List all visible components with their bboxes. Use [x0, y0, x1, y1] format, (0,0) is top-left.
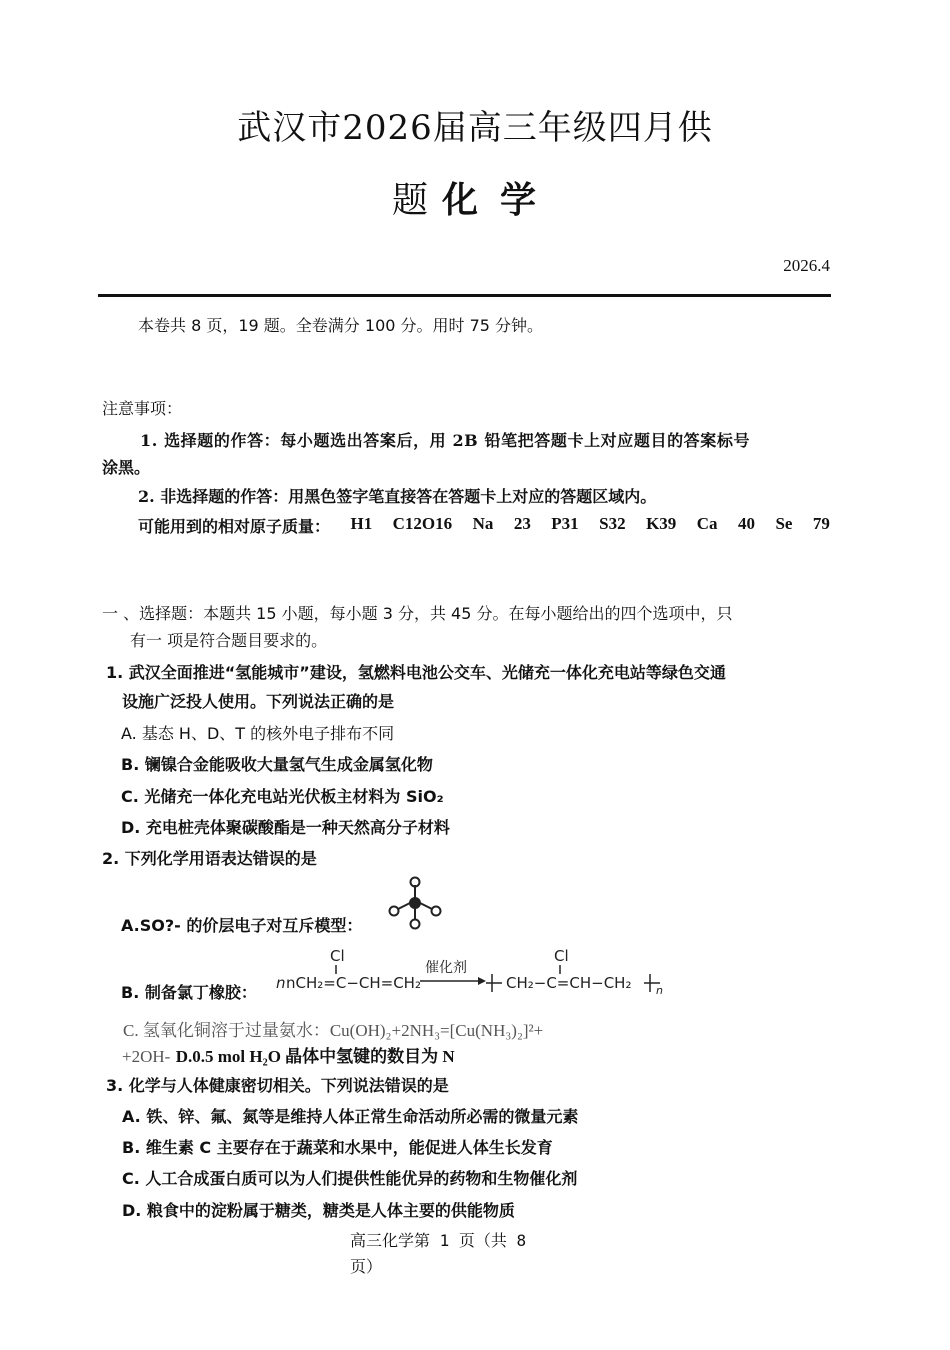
- notice-item-2: 2. 非选择题的作答：用黑色签字笔直接答在答题卡上对应的答题区域内。: [138, 487, 657, 506]
- q3-option-a: A. 铁、锌、氟、氮等是维持人体正常生命活动所必需的微量元素: [122, 1107, 579, 1126]
- mass-item: P31: [551, 514, 579, 533]
- monomer-formula: nCH₂=C−CH=CH₂: [286, 974, 421, 992]
- section-1-heading: 一 、选择题：本题共 15 小题，每小题 3 分，共 45 分。在每小题给出的四个选项中，只: [102, 604, 733, 623]
- arrow-head-icon: [478, 977, 486, 985]
- header-divider: [98, 294, 831, 297]
- q3-option-d: D. 粮食中的淀粉属于糖类，糖类是人体主要的供能物质: [122, 1201, 515, 1220]
- polymer-formula: CH₂−C=CH−CH₂: [506, 974, 632, 992]
- q1-stem-cont: 设施广泛投人使用。下列说法正确的是: [122, 692, 395, 711]
- intro-text: 本卷共 8 页，19 题。全卷满分 100 分。用时 75 分钟。: [138, 316, 544, 335]
- exam-title-line1: 武汉市2026届高三年级四月供: [237, 108, 713, 148]
- title-char: 题: [391, 180, 428, 221]
- page-footer-cont: 页）: [350, 1257, 383, 1276]
- atomic-mass-line: [138, 514, 830, 537]
- mass-item: Ca: [696, 514, 718, 533]
- q2-option-d: D.0.5 mol H₂O 晶体中氢键的数目为 N: [175, 1047, 455, 1066]
- mass-item: Na: [472, 514, 494, 533]
- page-footer: 高三化学第 1 页（共 8: [350, 1231, 527, 1250]
- notice-item-1: 1. 选择题的作答：每小题选出答案后，用 2B 铅笔把答题卡上对应题目的答案标号: [140, 431, 751, 450]
- subject-name: 化学: [442, 179, 559, 221]
- n-label: n: [656, 984, 663, 997]
- mass-item: C12O16: [392, 514, 453, 533]
- catalyst-label: 催化剂: [425, 960, 467, 976]
- q1-stem: 1. 武汉全面推进“氢能城市”建设，氢燃料电池公交车、光储充一体化充电站等绿色交通: [106, 663, 726, 682]
- mass-item: 40: [737, 514, 755, 533]
- q1-option-a: A. 基态 H、D、T 的核外电子排布不同: [121, 724, 395, 743]
- mass-item: K39: [646, 514, 677, 533]
- q2-option-a: A.SO?- 的价层电子对互斥模型：: [121, 916, 363, 935]
- atomic-mass-label: 可能用到的相对原子质量：: [138, 517, 331, 536]
- q2-stem: 2. 下列化学用语表达错误的是: [102, 849, 317, 868]
- mass-item: 79: [812, 514, 830, 533]
- q1-option-c: C. 光储充一体化充电站光伏板主材料为 SiO₂: [121, 787, 444, 806]
- notice-heading: 注意事项：: [102, 399, 183, 418]
- vsepr-model-icon: [385, 876, 445, 932]
- q2-option-c-tail: +2OH-: [122, 1047, 171, 1066]
- mass-item: S32: [599, 514, 626, 533]
- mass-item: Se: [775, 514, 793, 533]
- q1-option-b: B. 镧镍合金能吸收大量氢气生成金属氢化物: [121, 755, 433, 774]
- exam-title-line2: [0, 172, 950, 223]
- mass-item: 23: [513, 514, 531, 533]
- mass-item: H1: [350, 514, 373, 533]
- q3-stem: 3. 化学与人体健康密切相关。下列说法错误的是: [106, 1076, 449, 1095]
- q3-option-c: C. 人工合成蛋白质可以为人们提供性能优异的药物和生物催化剂: [122, 1169, 578, 1188]
- exam-date: 2026.4: [783, 256, 830, 275]
- cl-label: Cl: [330, 947, 345, 965]
- cl-label: Cl: [554, 947, 569, 965]
- q2-option-c-cont: [122, 1042, 455, 1067]
- q1-option-d: D. 充电桩壳体聚碳酸酯是一种天然高分子材料: [121, 818, 450, 837]
- q2-option-c: C. 氢氧化铜溶于过量氨水：Cu(OH)₂+2NH₃=[Cu(NH₃)₂]²+: [123, 1021, 544, 1040]
- section-1-heading-cont: 有一 项是符合题目要求的。: [130, 631, 328, 650]
- q2-option-b: B. 制备氯丁橡胶：: [121, 983, 257, 1002]
- q3-option-b: B. 维生素 C 主要存在于蔬菜和水果中，能促进人体生长发育: [122, 1138, 553, 1157]
- chloroprene-reaction: [272, 944, 672, 1002]
- notice-item-1-cont: 涂黑。: [102, 458, 151, 477]
- n-label: n: [276, 974, 286, 992]
